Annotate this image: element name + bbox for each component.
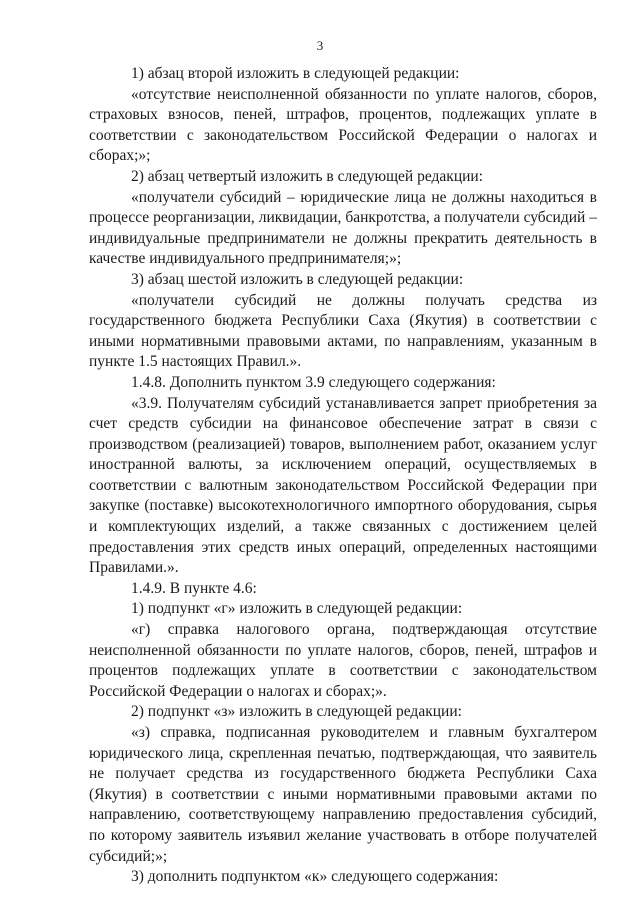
paragraph-14: 3) дополнить подпунктом «к» следующего содержания:: [131, 868, 499, 886]
page-number: 3: [316, 38, 324, 53]
paragraph-1: 1) абзац второй изложить в следующей редакции:: [131, 65, 460, 82]
paragraph-8: «3.9. Получателям субсидий устанавливается запрет приобретения за счет средств субсидии на финансовое обеспечение затрат в связи с производством (реализацией) товаров, выполнением работ, оказанием услуг иностранной валюты, за исключением операций, осуществляемых в соответствии с валютным законодательством Российской Федерации при закупке (поставке) высокотехнологичного импортного оборудования, сырья и комплектующих изделий, а также связанных с достижением целей предоставления этих средств иных операций, определенных настоящими Правилами.».: [89, 394, 597, 577]
paragraph-7: 1.4.8. Дополнить пунктом 3.9 следующего содержания:: [131, 373, 496, 391]
paragraph-13: «з) справка, подписанная руководителем и главным бухгалтером юридического лица, скрепленная печатью, подтверждающая, что заявитель не получает средства из государственного бюджета Республики Саха (Якутия) в соответствии с иными нормативными правовыми актами по направлению, соответствующему направлению предоставления субсидий, по которому заявитель изъявил желание участвовать в отборе получателей субсидий;»;: [89, 724, 597, 865]
document-body: [89, 64, 597, 888]
paragraph-4: «получатели субсидий – юридические лица не должны находиться в процессе реорганизации, ликвидации, банкротства, а получатели субсидий – индивидуальные предприниматели не должны прекратить деятельность в качестве индивидуального предпринимателя;»;: [89, 188, 597, 268]
paragraph-9: 1.4.9. В пункте 4.6:: [131, 579, 257, 597]
paragraph-12: 2) подпункт «з» изложить в следующей редакции:: [131, 703, 462, 721]
paragraph-2: «отсутствие неисполненной обязанности по уплате налогов, сборов, страховых взносов, пеней, штрафов, процентов, подлежащих уплате в соответствии с законодательством Российской Федерации о налогах и сборах;»;: [89, 85, 597, 165]
paragraph-5: 3) абзац шестой изложить в следующей редакции:: [131, 270, 464, 288]
paragraph-3: 2) абзац четвертый изложить в следующей редакции:: [131, 167, 484, 185]
paragraph-10: 1) подпункт «г» изложить в следующей редакции:: [131, 600, 463, 618]
paragraph-11: «г) справка налогового органа, подтверждающая отсутствие неисполненной обязанности по уплате налогов, сборов, пеней, штрафов и процентов подлежащих уплате в соответствии с законодательством Российской Федерации о налогах и сборах;».: [89, 621, 597, 700]
paragraph-6: «получатели субсидий не должны получать средства из государственного бюджета Республики Саха (Якутия) в соответствии с иными нормативными правовыми актами, по направлениям, указанным в пункте 1.5 настоящих Правил.».: [89, 291, 597, 371]
